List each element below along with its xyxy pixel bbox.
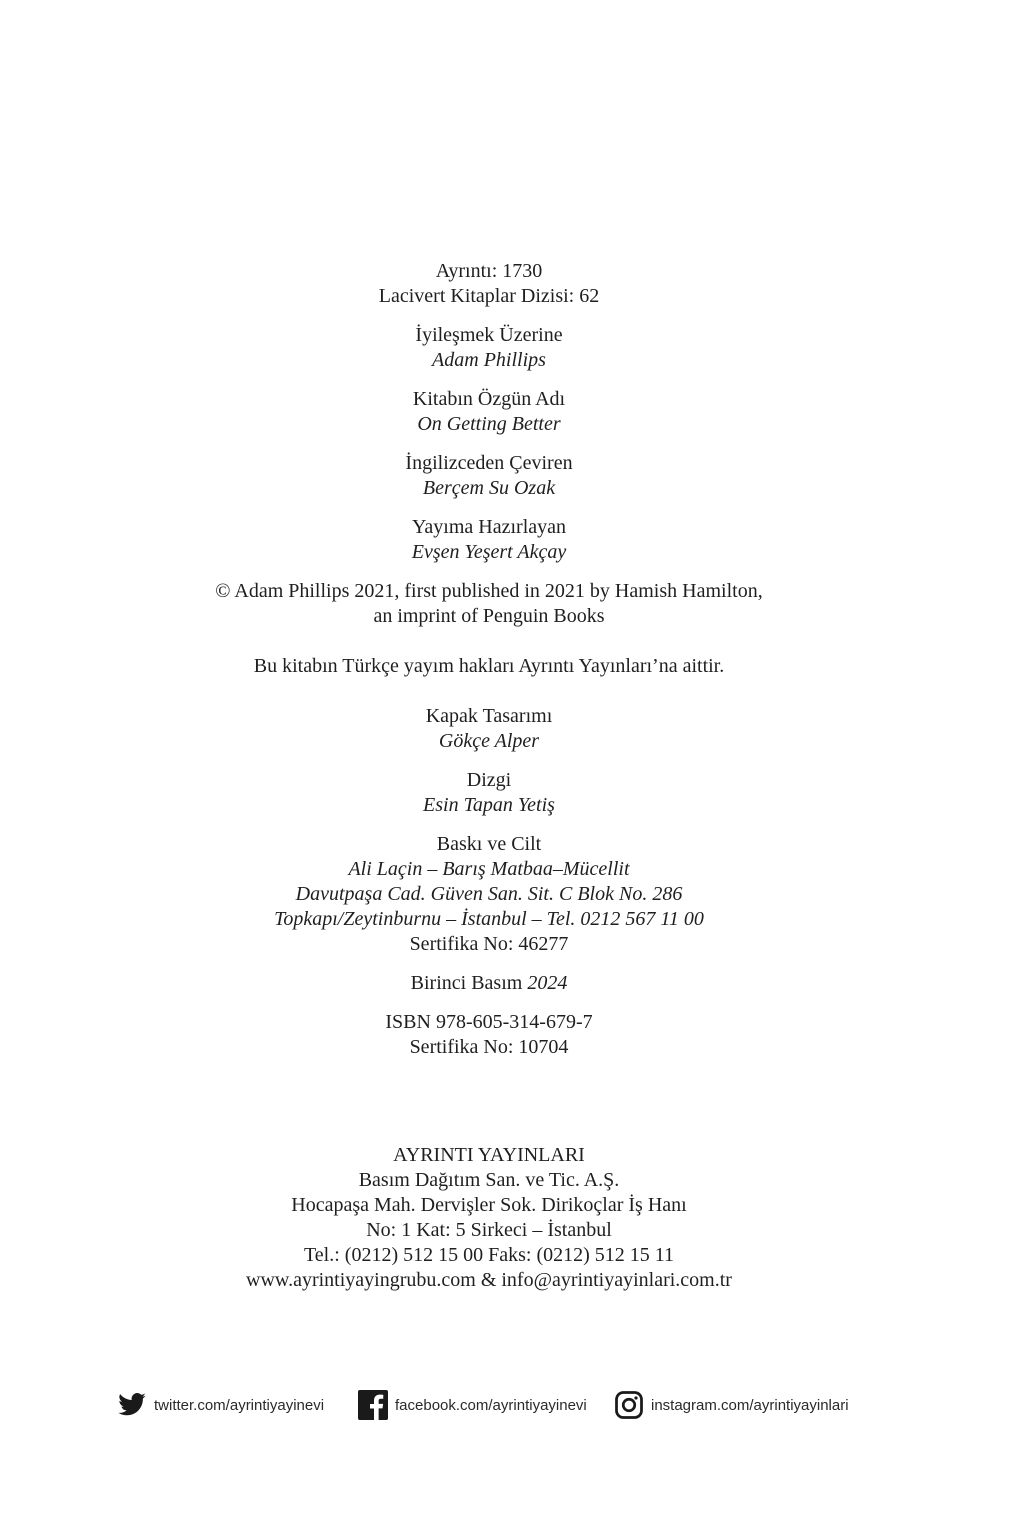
printing-label: Baskı ve Cilt: [436, 833, 542, 855]
isbn-number: ISBN 978-605-314-679-7: [385, 1011, 593, 1033]
edition-year: 2024: [527, 972, 568, 994]
original-title-label: Kitabın Özgün Adı: [412, 388, 566, 410]
edition-label: Birinci Basım: [410, 972, 523, 994]
printing-line: Topkapı/Zeytinburnu – İstanbul – Tel. 0212 567 11 00: [274, 908, 704, 930]
publisher-name: AYRINTI YAYINLARI: [393, 1144, 585, 1166]
cover-design-label: Kapak Tasarımı: [425, 705, 553, 727]
edition-block: [0, 971, 978, 996]
cover-design-value: Gökçe Alper: [438, 730, 540, 752]
publisher-phone: Tel.: (0212) 512 15 00 Faks: (0212) 512 15 11: [303, 1244, 675, 1266]
translator-label: İngilizceden Çeviren: [405, 452, 573, 474]
twitter-icon: [117, 1390, 147, 1420]
book-block: [0, 323, 978, 373]
series-name: Lacivert Kitaplar Dizisi: 62: [378, 285, 600, 307]
twitter-handle: twitter.com/ayrintiyayinevi: [154, 1396, 325, 1414]
rights-notice: Bu kitabın Türkçe yayım hakları Ayrıntı Yayınları’na aittir.: [253, 655, 725, 677]
instagram-icon: [614, 1390, 644, 1420]
original-title-value: On Getting Better: [417, 413, 561, 435]
publisher-block: [0, 1143, 978, 1293]
edition-line: [0, 971, 978, 996]
rights-block: [0, 654, 978, 679]
copyright-line-1: © Adam Phillips 2021, first published in 2021 by Hamish Hamilton,: [215, 580, 763, 602]
publisher-address-2: No: 1 Kat: 5 Sirkeci – İstanbul: [366, 1219, 612, 1241]
typesetting-value: Esin Tapan Yetiş: [423, 794, 555, 816]
isbn-certificate: Sertifika No: 10704: [409, 1036, 569, 1058]
typesetting-label: Dizgi: [466, 769, 512, 791]
editor-value: Evşen Yeşert Akçay: [411, 541, 567, 563]
translator-value: Berçem Su Ozak: [422, 477, 556, 499]
publisher-address-1: Hocapaşa Mah. Dervişler Sok. Dirikoçlar İş Hanı: [291, 1194, 687, 1216]
typesetting-block: [0, 768, 978, 818]
instagram-link[interactable]: [614, 1387, 849, 1423]
copyright-block: [0, 579, 978, 629]
editor-label: Yayıma Hazırlayan: [411, 516, 567, 538]
editor-block: [0, 515, 978, 565]
book-title: İyileşmek Üzerine: [415, 324, 563, 346]
facebook-icon: [358, 1390, 388, 1420]
original-title-block: [0, 387, 978, 437]
instagram-handle: instagram.com/ayrintiyayinlari: [651, 1396, 849, 1414]
facebook-handle: facebook.com/ayrintiyayinevi: [395, 1396, 587, 1414]
isbn-block: [0, 1010, 978, 1060]
publisher-company: Basım Dağıtım San. ve Tic. A.Ş.: [358, 1169, 620, 1191]
twitter-link[interactable]: [117, 1387, 324, 1423]
printing-line: Davutpaşa Cad. Güven San. Sit. C Blok No. 286: [295, 883, 683, 905]
copyright-line-2: an imprint of Penguin Books: [373, 605, 605, 627]
book-author: Adam Phillips: [432, 349, 546, 371]
series-number: Ayrıntı: 1730: [435, 260, 543, 282]
translator-block: [0, 451, 978, 501]
series-block: [0, 259, 978, 309]
printing-certificate: Sertifika No: 46277: [409, 933, 569, 955]
printing-block: [0, 832, 978, 957]
cover-design-block: [0, 704, 978, 754]
publisher-web: www.ayrintiyayingrubu.com & info@ayrintiyayinlari.com.tr: [246, 1269, 732, 1291]
facebook-link[interactable]: [358, 1387, 587, 1423]
printing-line: Ali Laçin – Barış Matbaa–Mücellit: [348, 858, 630, 880]
